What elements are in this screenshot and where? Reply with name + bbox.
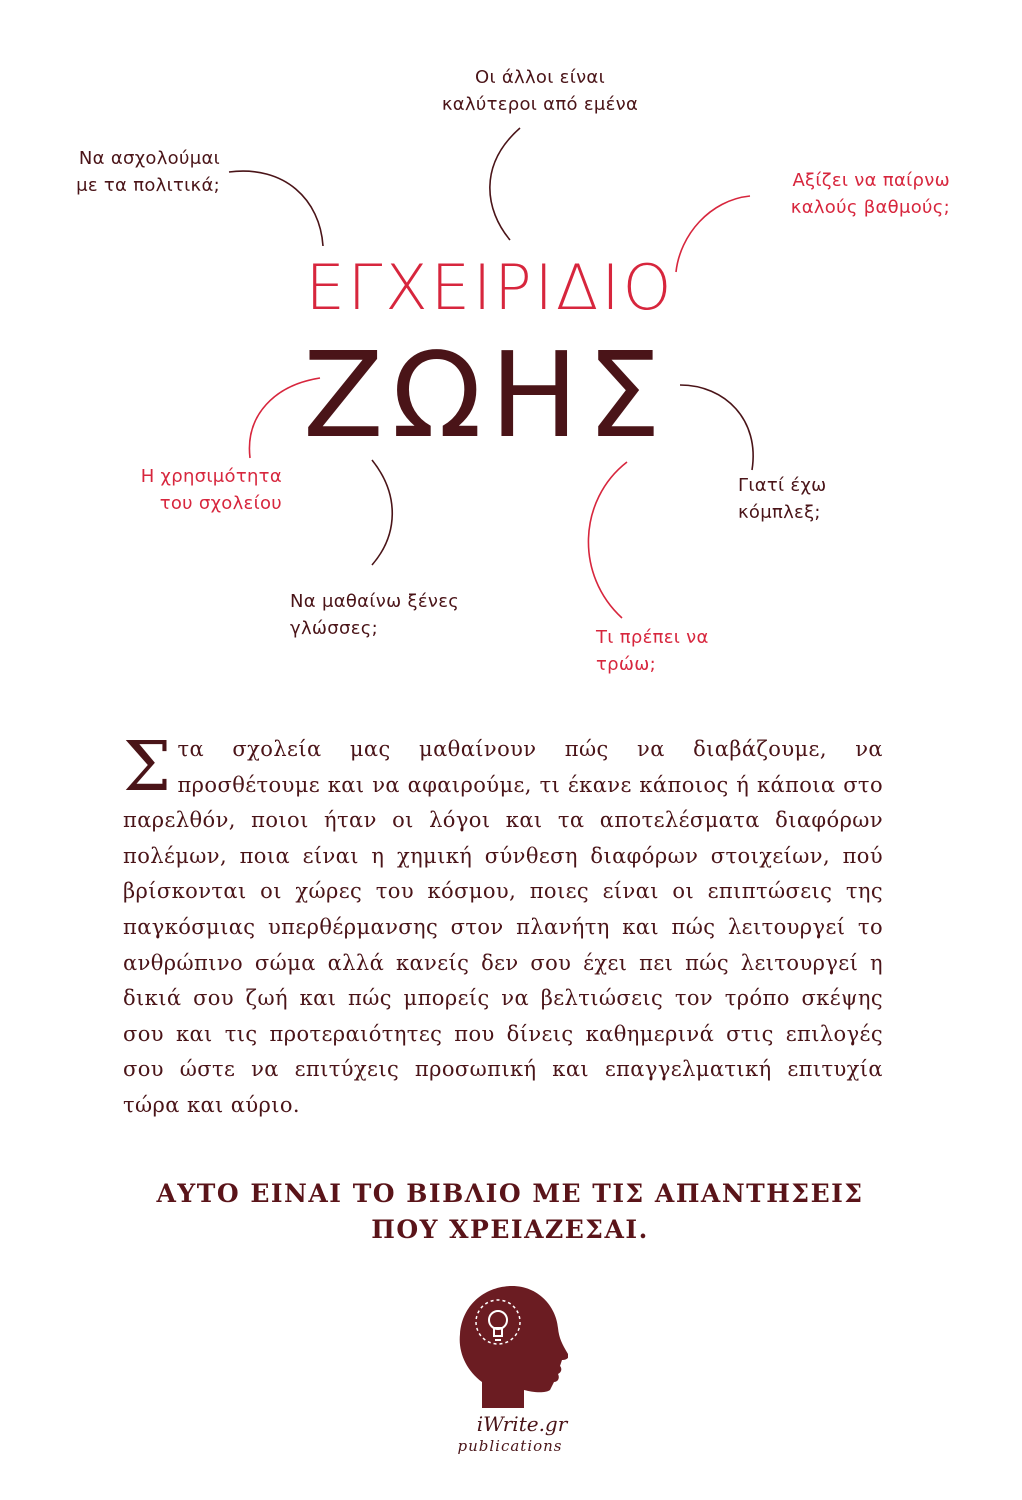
description-text: τα σχολεία μας μαθαίνουν πώς να διαβάζουμε, να προσθέτουμε και να αφαιρούμε, τι έκανε κάποιος ή κάποια στο παρελθόν, ποιοι ήταν οι λόγοι και τα αποτελέσματα διαφόρων πολέμων, ποια είναι η χημική σύνθεση διαφόρων στοιχείων, πού βρίσκονται οι χώρες του κόσμου, ποιες είναι οι επιπτώσεις της παγκόσμιας υπερθέρμανσης στον πλανήτη και πώς λειτουργεί το ανθρώπινο σώμα αλλά κανείς δεν σου έχει πει πώς λειτουργεί η δικιά σου ζωή και πώς μπορείς να βελτιώσεις τον τρόπο σκέψης σου και τις προτεραιότητες που δίνεις καθημερινά στις επιλογές σου ώστε να επιτύχεις προσωπική και επαγγελματική επιτυχία τώρα και αύριο. xyxy=(123,737,883,1117)
head-lightbulb-icon xyxy=(452,1282,568,1410)
publisher-sub: publications xyxy=(457,1437,563,1455)
title-line-1: ΕΓΧΕΙΡΙΔΙΟ xyxy=(305,251,675,324)
question-grades: Αξίζει να παίρνω καλούς βαθμούς; xyxy=(790,170,950,218)
question-complexes: Γιατί έχω κόμπλεξ; xyxy=(738,475,827,523)
question-school: Η χρησιμότητα του σχολείου xyxy=(140,466,282,514)
question-politics: Να ασχολούμαι με τα πολιτικά; xyxy=(76,148,220,196)
curve-languages xyxy=(372,460,392,565)
description-paragraph xyxy=(123,728,883,1124)
curve-politics xyxy=(229,171,323,246)
question-food: Τι πρέπει να τρώω; xyxy=(596,627,709,675)
title-line-2: ΖΩΗΣ xyxy=(302,326,670,464)
question-languages: Να μαθαίνω ξένες γλώσσες; xyxy=(290,591,460,639)
curve-others-better xyxy=(490,128,520,240)
publisher-name: iWrite.gr xyxy=(476,1412,568,1436)
curve-food xyxy=(588,462,627,618)
question-others-better: Οι άλλοι είναι καλύτεροι από εμένα xyxy=(441,67,639,115)
curve-complexes xyxy=(680,385,753,470)
tagline: ΑΥΤΟ ΕΙΝΑΙ ΤΟ ΒΙΒΛΙΟ ΜΕ ΤΙΣ ΑΠΑΝΤΗΣΕΙΣ ΠΟΥ ΧΡΕΙΑΖΕΣΑΙ. xyxy=(156,1179,864,1244)
drop-cap: Σ xyxy=(123,728,172,807)
curve-grades xyxy=(676,196,750,272)
publisher-logo-text xyxy=(410,1412,610,1456)
